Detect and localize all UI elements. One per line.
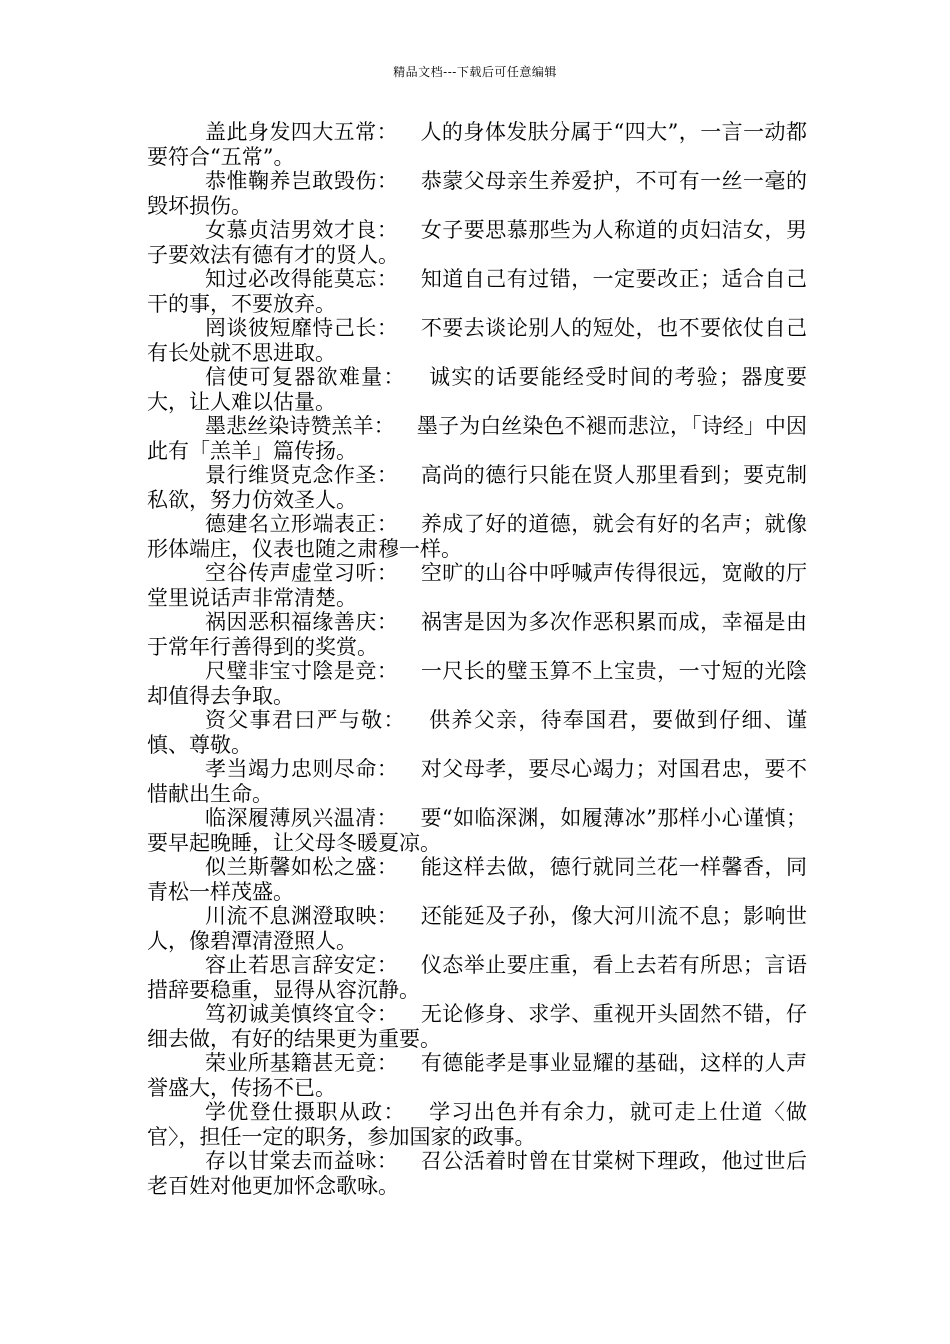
entry-verse: 空谷传声虚堂习听： [205,561,399,585]
entry-gloss: 一尺长的璧玉算不上宝贵，一寸短的光陰却值得去争取。 [147,659,808,708]
entry-gloss: 供养父亲，待奉国君，要做到仔细、谨慎、尊敬。 [147,708,808,757]
entry-verse: 存以甘棠去而益咏： [205,1149,399,1173]
entry [147,120,807,169]
entry-verse: 容止若思言辞安定： [205,953,399,977]
entry-verse: 资父事君曰严与敬： [205,708,406,732]
entry [147,218,807,267]
entry [147,757,807,806]
entry-verse: 祸因恶积福缘善庆： [205,610,399,634]
entry [147,316,807,365]
entry-verse: 似兰斯馨如松之盛： [205,855,399,879]
entry-gloss: 召公活着时曾在甘棠树下理政，他过世后老百姓对他更加怀念歌咏。 [147,1149,808,1198]
entry [147,169,807,218]
entry-gloss: 人的身体发肤分属于“四大”，一言一动都要符合“五常”。 [147,120,807,169]
entry-verse: 孝当竭力忠则尽命： [205,757,399,781]
entry-gloss: 空旷的山谷中呼喊声传得很远，宽敞的厅堂里说话声非常清楚。 [147,561,808,610]
entry [147,1002,807,1051]
entry-verse: 恭惟鞠养岂敢毁伤： [205,169,399,193]
entry-verse: 川流不息渊澄取映： [205,904,399,928]
entry-gloss: 祸害是因为多次作恶积累而成，幸福是由于常年行善得到的奖赏。 [147,610,808,659]
entry-gloss: 学习出色并有余力，就可走上仕道〈做官〉，担任一定的职务，参加国家的政事。 [147,1100,808,1149]
entry [147,1149,807,1198]
entry-verse: 德建名立形端表正： [205,512,399,536]
entry-gloss: 女子要思慕那些为人称道的贞妇洁女，男子要效法有德有才的贤人。 [147,218,808,267]
entry [147,561,807,610]
entry-gloss: 知道自己有过错，一定要改正；适合自己干的事，不要放弃。 [147,267,808,316]
entry [147,708,807,757]
entry [147,659,807,708]
entry [147,414,807,463]
entry-gloss: 对父母孝，要尽心竭力；对国君忠，要不惜献出生命。 [147,757,808,806]
entry [147,463,807,512]
entry [147,365,807,414]
entry-gloss: 诚实的话要能经受时间的考验；器度要大，让人难以估量。 [147,365,808,414]
entry-verse: 信使可复器欲难量： [205,365,406,389]
entry-gloss: 还能延及子孙，像大河川流不息；影响世人，像碧潭清澄照人。 [147,904,808,953]
entry [147,806,807,855]
entry [147,610,807,659]
entry [147,512,807,561]
entry-verse: 景行维贤克念作圣： [205,463,399,487]
entry [147,855,807,904]
entry-gloss: 要“如临深渊，如履薄冰”那样小心谨慎；要早起晚睡，让父母冬暖夏凉。 [147,806,807,855]
entry-verse: 盖此身发四大五常： [205,120,399,144]
entry-gloss: 仪态举止要庄重，看上去若有所思；言语措辞要稳重，显得从容沉静。 [147,953,808,1002]
entry-gloss: 养成了好的道德，就会有好的名声；就像形体端庄，仪表也随之肃穆一样。 [147,512,808,561]
page-header: 精品文档---下载后可任意编辑 [393,65,557,79]
entry-gloss: 恭蒙父母亲生养爱护，不可有一丝一毫的毁坏损伤。 [147,169,808,218]
entry-verse: 女慕贞洁男效才良： [205,218,399,242]
entry-verse: 学优登仕摄职从政： [205,1100,406,1124]
entry-gloss: 高尚的德行只能在贤人那里看到；要克制私欲，努力仿效圣人。 [147,463,808,512]
entry-gloss: 不要去谈论别人的短处，也不要依仗自己有长处就不思进取。 [147,316,808,365]
entry-verse: 荣业所基籍甚无竟： [205,1051,399,1075]
entry-verse: 墨悲丝染诗赞羔羊： [205,414,395,438]
entry [147,904,807,953]
entry-verse: 笃初诚美慎终宜令： [205,1002,399,1026]
entry [147,1051,807,1100]
entry [147,267,807,316]
entry-gloss: 墨子为白丝染色不褪而悲泣，「诗经」中因此有「羔羊」篇传扬。 [147,414,808,463]
entry-verse: 临深履薄夙兴温凊： [205,806,399,830]
entry-gloss: 有德能孝是事业显耀的基础，这样的人声誉盛大，传扬不已。 [147,1051,808,1100]
entry-verse: 知过必改得能莫忘： [205,267,399,291]
document-body [147,120,807,1198]
entry-gloss: 无论修身、求学、重视开头固然不错，仔细去做，有好的结果更为重要。 [147,1002,808,1051]
entry-verse: 尺璧非宝寸陰是竞： [205,659,399,683]
entry [147,953,807,1002]
entry [147,1100,807,1149]
entry-verse: 罔谈彼短靡恃己长： [205,316,399,340]
entry-gloss: 能这样去做，德行就同兰花一样馨香，同青松一样茂盛。 [147,855,808,904]
